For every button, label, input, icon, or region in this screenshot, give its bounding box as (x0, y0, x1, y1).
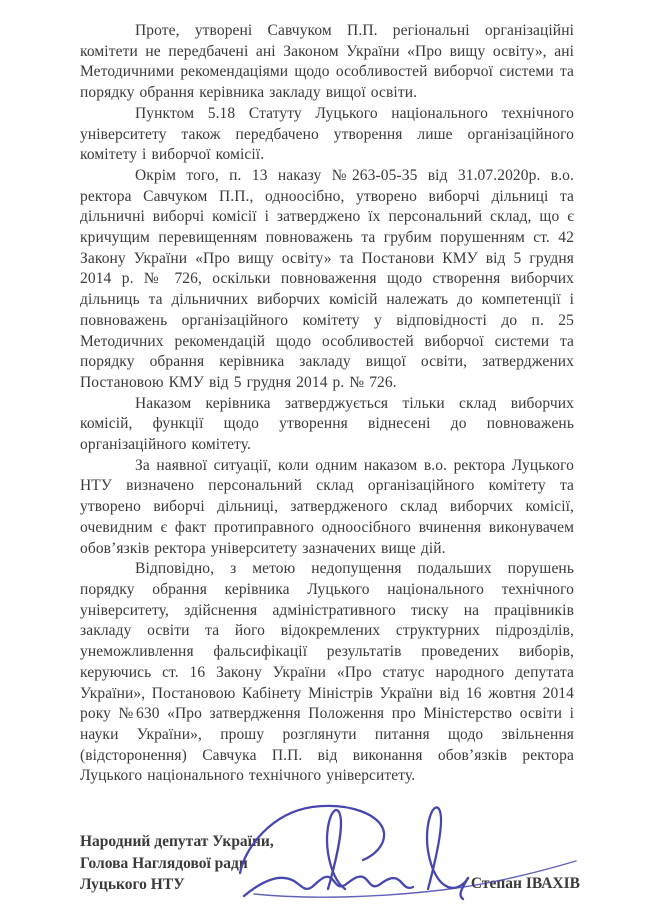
paragraph: За наявної ситуації, коли одним наказом в.о. ректора Луцького НТУ визначено персональний склад організаційного комітету та утворено виборчі дільниці, затвердженого склад виборчих комісії, очевидним є факт протиправного одноосібного вчинення виконувачем обов’язків ректора університету зазначених вище дій. (80, 456, 574, 557)
signer-position-line: Народний депутат України, (80, 833, 274, 851)
signer-position (80, 831, 274, 896)
signer-name: Степан ІВАХІВ (470, 875, 580, 893)
paragraph: Наказом керівника затверджується тільки склад виборчих комісій, функції щодо утворення віднесені до повноважень організаційного комітету. (80, 394, 574, 454)
paragraph: Пунктом 5.18 Статуту Луцького національного технічного університету також передбачено утворення лише організаційного комітету і виборчої комісії. (80, 104, 574, 164)
closing-block (80, 831, 580, 896)
paragraph: Окрім того, п. 13 наказу №263-05-35 від 31.07.2020р. в.о. ректора Савчуком П.П., одноосібно, утворено виборчі дільниці та дільничні виборчі комісії і затверджено їх персональний склад, що є кричущим перевищенням повноважень та грубим порушенням ст. 42 Закону України «Про вищу освіту» та Постанови КМУ від 5 грудня 2014 р. № 726, оскільки повноваження щодо створення виборчих дільниць та дільничних виборчих комісій належать до компетенції і повноважень організаційного комітету у відповідності до п. 25 Методичних рекомендацій щодо особливостей виборчої системи та порядку обрання керівника закладу вищої освіти, затверджених Постановою КМУ від 5 грудня 2014 р. № 726. (80, 166, 574, 391)
signer-position-line: Голова Наглядової ради (80, 854, 248, 872)
letter-body (80, 21, 580, 896)
signer-position-line: Луцького НТУ (80, 876, 185, 894)
handwritten-signature (232, 799, 580, 918)
paragraph: Проте, утворені Савчуком П.П. регіональні організаційні комітети не передбачені ані Законом України «Про вищу освіту», ані Методичними рекомендаціями щодо особливостей виборчої системи та порядку обрання керівника закладу вищої освіти. (80, 22, 574, 102)
paragraph: Відповідно, з метою недопущення подальших порушень порядку обрання керівника Луцького національного технічного університету, здійснення адміністративного тиску на працівників закладу освіти та його відокремлених структурних підрозділів, унеможливлення фальсифікації результатів проведених виборів, керуючись ст. 16 Закону України «Про статус народного депутата України», Постановою Кабінету Міністрів України від 16 жовтня 2014 року №630 «Про затвердження Положення про Міністерство освіти і науки України», прошу розглянути питання щодо звільнення (відсторонення) Савчука П.П. від виконання обов’язків ректора Луцького національного технічного університету. (80, 560, 574, 785)
